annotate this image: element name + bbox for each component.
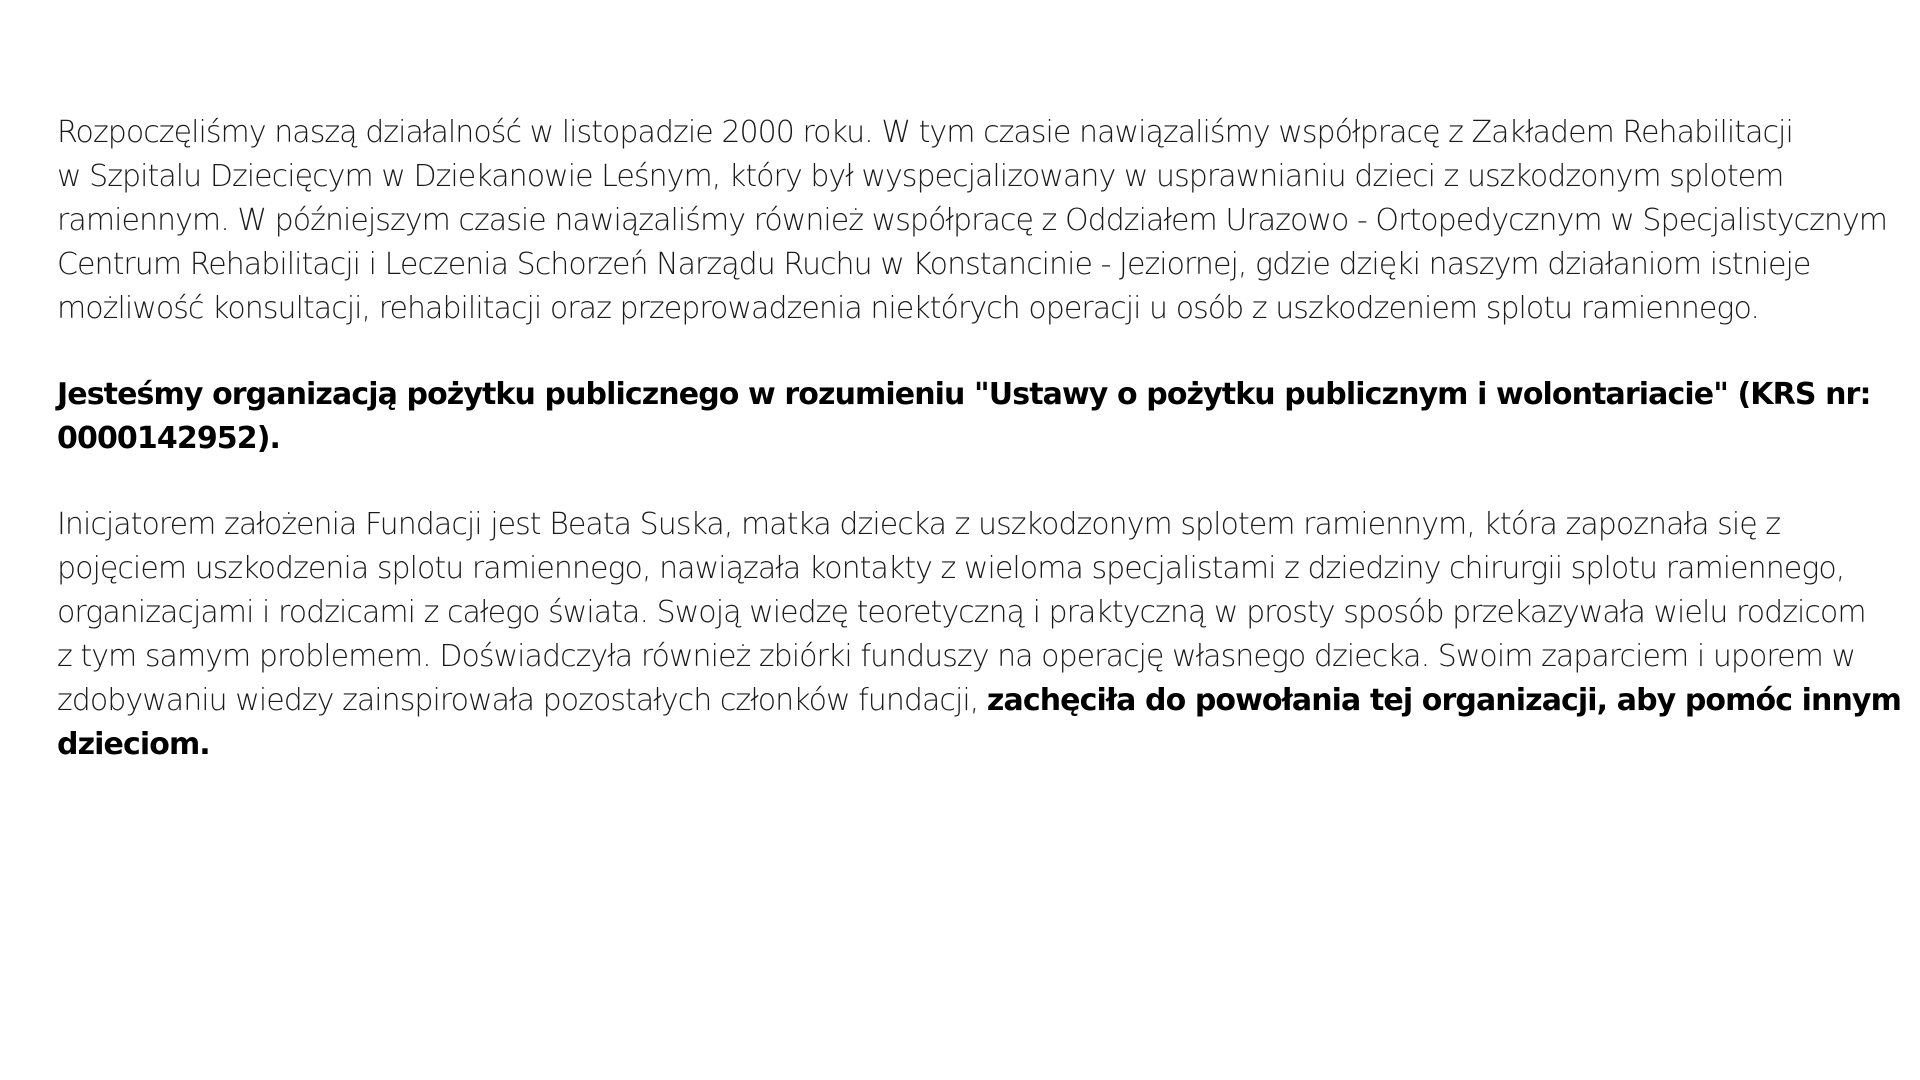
text-line: możliwość konsultacji, rehabilitacji oraz przeprowadzenia niektórych operacji u osób z uszkodzeniem splotu ramiennego. <box>57 291 1759 326</box>
paragraph-founder <box>57 503 1917 767</box>
paragraph-history <box>57 111 1917 331</box>
paragraph-public-benefit-status <box>57 373 1917 461</box>
text-line: Centrum Rehabilitacji i Leczenia Schorzeń Narządu Ruchu w Konstancinie - Jeziornej, gdzie dzięki naszym działaniom istnieje <box>57 247 1811 282</box>
text-line: Inicjatorem założenia Fundacji jest Beata Suska, matka dziecka z uszkodzonym splotem ramiennym, która zapoznała się z <box>57 507 1781 542</box>
text-line: Rozpoczęliśmy naszą działalność w listopadzie 2000 roku. W tym czasie nawiązaliśmy współpracę z Zakładem Rehabilitacji <box>57 115 1793 150</box>
text-line: Jesteśmy organizacją pożytku publicznego w rozumieniu "Ustawy o pożytku publicznym i wolontariacie" (KRS nr: <box>57 377 1871 412</box>
text-line: z tym samym problemem. Doświadczyła również zbiórki funduszy na operację własnego dziecka. Swoim zaparciem i uporem w <box>57 639 1856 674</box>
text-line: ramiennym. W późniejszym czasie nawiązaliśmy również współpracę z Oddziałem Urazowo - Ortopedycznym w Specjalistycznym <box>57 203 1888 238</box>
text-line: pojęciem uszkodzenia splotu ramiennego, nawiązała kontakty z wieloma specjalistami z dziedziny chirurgii splotu ramiennego, <box>57 551 1845 586</box>
text-line: organizacjami i rodzicami z całego świata. Swoją wiedzę teoretyczną i praktyczną w prosty sposób przekazywała wielu rodzicom <box>57 595 1866 630</box>
text-bold-segment: zachęciła do powołania tej organizacji, aby pomóc innym <box>986 683 1901 718</box>
text-line: 0000142952). <box>57 421 281 456</box>
text-line: w Szpitalu Dziecięcym w Dziekanowie Leśnym, który był wyspecjalizowany w usprawnianiu dzieci z uszkodzonym splotem <box>57 159 1784 194</box>
text-regular-segment: zdobywaniu wiedzy zainspirowała pozostałych członków fundacji, <box>57 683 987 718</box>
document-body <box>57 111 1917 767</box>
text-line <box>57 679 1917 723</box>
text-line: dzieciom. <box>57 727 210 762</box>
